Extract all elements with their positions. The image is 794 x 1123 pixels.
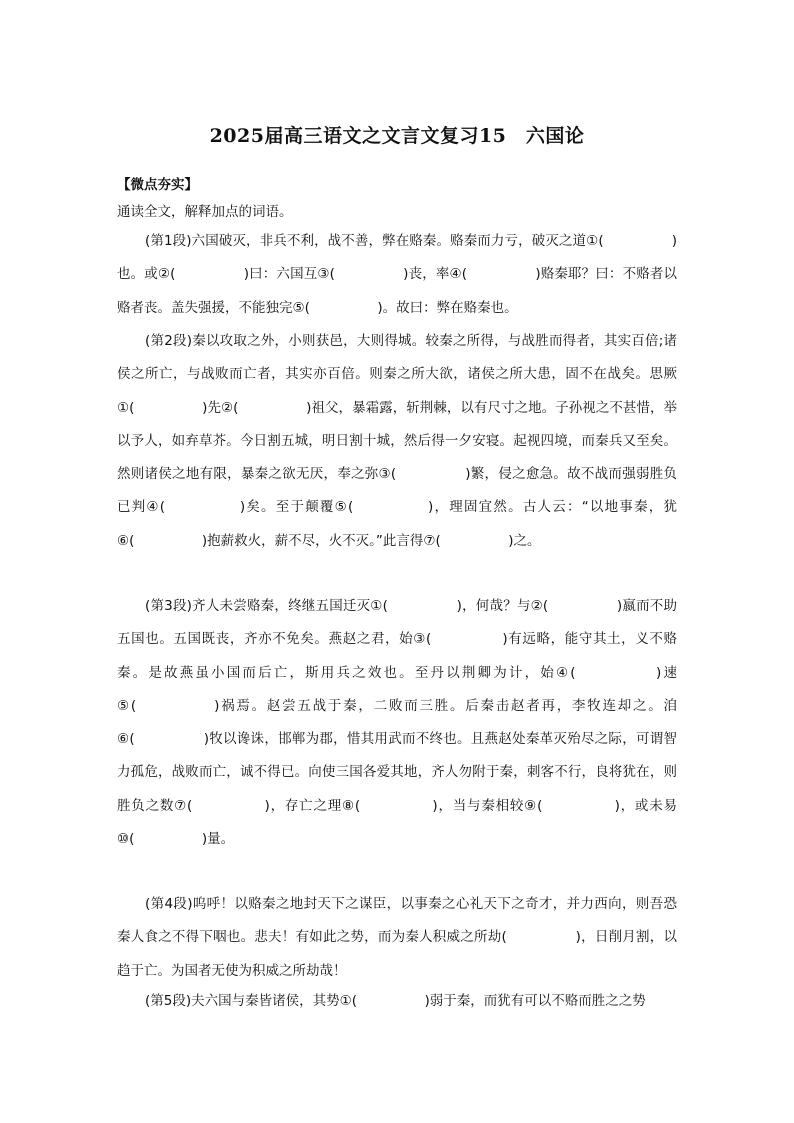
instruction-text: 通读全文，解释加点的词语。 <box>117 204 293 220</box>
page-title: 2025届高三语文之文言文复习15 六国论 <box>209 125 585 147</box>
paragraph-5: (第5段)夫六国与秦皆诸侯，其势①( )弱于秦，而犹有可以不赂而胜之之势 <box>145 993 646 1009</box>
section-label: 【微点夯实】 <box>117 177 198 193</box>
paragraph-4: (第4段)呜呼！以赂秦之地封天下之谋臣，以事秦之心礼天下之奇才，并力西向，则吾恐秦人食之不得下咽也。悲夫！有如此之势，而为秦人积威之所劫( )，日削月割，以趋于亡。为国者无使为积威之所劫哉！ <box>117 896 677 979</box>
paragraph-3: (第3段)齐人未尝赂秦，终继五国迁灭①( )，何哉？与②( )嬴而不助五国也。五国既丧，齐亦不免矣。燕赵之君，始③( )有远略，能守其土，义不赂秦。是故燕虽小国而后亡，斯用兵之效也。至丹以荆卿为计，始④( )速⑤( )祸焉。赵尝五战于秦，二败而三胜。后秦击赵者再，李牧连却之。洎⑥( )牧以谗诛，邯郸为郡，惜其用武而不终也。且燕赵处秦革灭殆尽之际，可谓智力孤危，战败而亡，诚不得已。向使三国各爱其地，齐人勿附于秦，刺客不行，良将犹在，则胜负之数⑦( )，存亡之理⑧( )，当与秦相较⑨( )，或未易⑩( )量。 <box>117 598 677 848</box>
paragraph-1: (第1段)六国破灭，非兵不利，战不善，弊在赂秦。赂秦而力亏，破灭之道①( )也。或②( )曰：六国互③( )丧，率④( )赂秦耶？曰：不赂者以赂者丧。盖失强援，不能独完⑤( )。故曰：弊在赂秦也。 <box>117 233 677 316</box>
paragraph-2: (第2段)秦以攻取之外，小则获邑，大则得城。较秦之所得，与战胜而得者，其实百倍;诸侯之所亡，与战败而亡者，其实亦百倍。则秦之所大欲，诸侯之所大患，固不在战矣。思厥①( )先②( )祖父，暴霜露，斩荆棘，以有尺寸之地。子孙视之不甚惜，举以予人，如弃草芥。今日割五城，明日割十城，然后得一夕安寝。起视四境，而秦兵又至矣。然则诸侯之地有限，暴秦之欲无厌，奉之弥③( )繁，侵之愈急。故不战而强弱胜负已判④( )矣。至于颠覆⑤( )，理固宜然。古人云：“以地事秦，犹⑥( )抱薪救火，薪不尽，火不灭。”此言得⑦( )之。 <box>117 333 677 549</box>
